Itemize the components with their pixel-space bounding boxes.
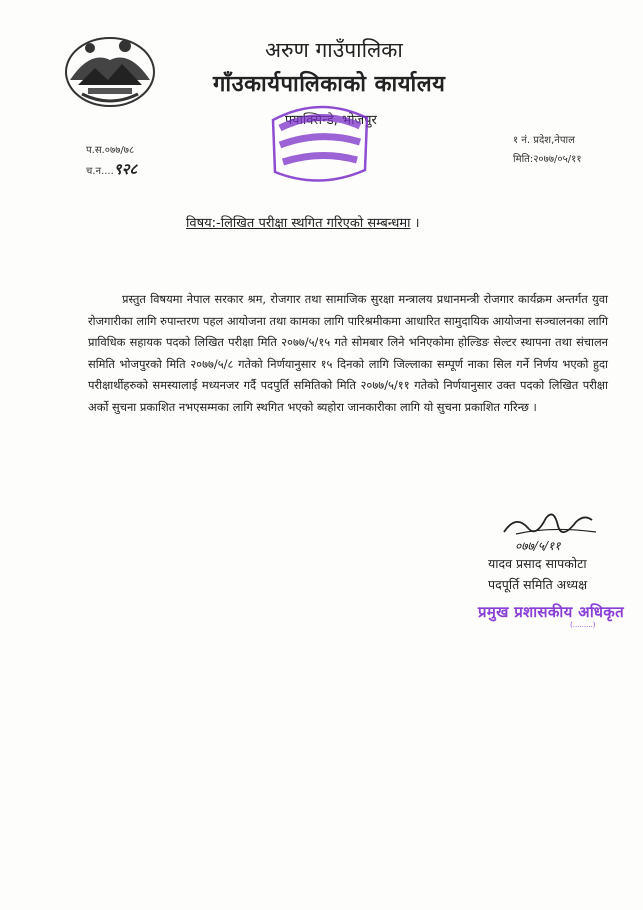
body-text: प्रस्तुत विषयमा नेपाल सरकार श्रम, रोजगार तथा सामाजिक सुरक्षा मन्त्रालय प्रधानमन्त्री रोजगार कार्यक्रम अन्तर्गत युवा रोजगारीका लागि रुपान्तरण पहल आयोजना तथा कामका लागि पारिश्रमीकमा आधारित सामुदायिक आयोजना सञ्चालनका लागि प्राविधिक सहायक पदको लिखित परीक्षा मिति २०७७/५/१५ गते सोमबार लिने भनिएकोमा होल्डिङ सेल्टर स्थापना तथा संचालन समिति भोजपुरको मिति २०७७/५/८ गतेको निर्णयानुसार १५ दिनको लागि जिल्लाका सम्पूर्ण नाका सिल गर्ने निर्णय भएको हुदा परीक्षार्थीहरुको समस्यालाई मध्यनजर गर्दै पदपुर्ति समितिको मिति २०७७/५/११ गतेको निर्णयानुसार उक्त पदको लिखित परीक्षा अर्को सुचना प्रकाशित नभएसम्मका लागि स्थगित भएको ब्यहोरा जानकारीका लागि यो सुचना प्रकाशित गरिन्छ । <box>88 292 608 414</box>
subject-end: । <box>414 216 420 231</box>
fiscal-year: प.स.०७७/७८ <box>86 145 135 156</box>
letter-date: मिति:२०७७/०५/११ <box>513 154 582 165</box>
nepal-emblem-icon <box>60 30 160 110</box>
subject-line <box>186 213 420 231</box>
office-name: गाँउकार्यपालिकाको कार्यालय <box>213 71 446 97</box>
province: १ नं. प्रदेश,नेपाल <box>513 135 575 146</box>
dispatch-label: च.न.... <box>86 166 114 177</box>
signatory-name: यादव प्रसाद सापकोटा <box>488 556 587 571</box>
subject-text: विषय:-लिखित परीक्षा स्थगित गरिएको सम्बन्धमा <box>186 216 411 231</box>
reference-block <box>86 141 137 181</box>
signatory-designation: पदपूर्ति समिति अध्यक्ष <box>488 577 588 592</box>
municipality-name: अरुण गाउँपालिका <box>265 38 403 62</box>
province-date-block <box>513 131 582 169</box>
officer-stamp-sub: (.........) <box>570 621 596 629</box>
office-address: फ्याक्सिन्डे, भोजपुर <box>285 113 377 128</box>
signature-date: ०७७/५/११ <box>515 539 561 553</box>
dispatch-number <box>86 160 137 181</box>
body-paragraph <box>88 289 608 418</box>
officer-stamp: प्रमुख प्रशासकीय अधिकृत <box>478 603 624 621</box>
dispatch-value: ९२८ <box>113 160 138 178</box>
office-seal-icon <box>265 100 375 185</box>
